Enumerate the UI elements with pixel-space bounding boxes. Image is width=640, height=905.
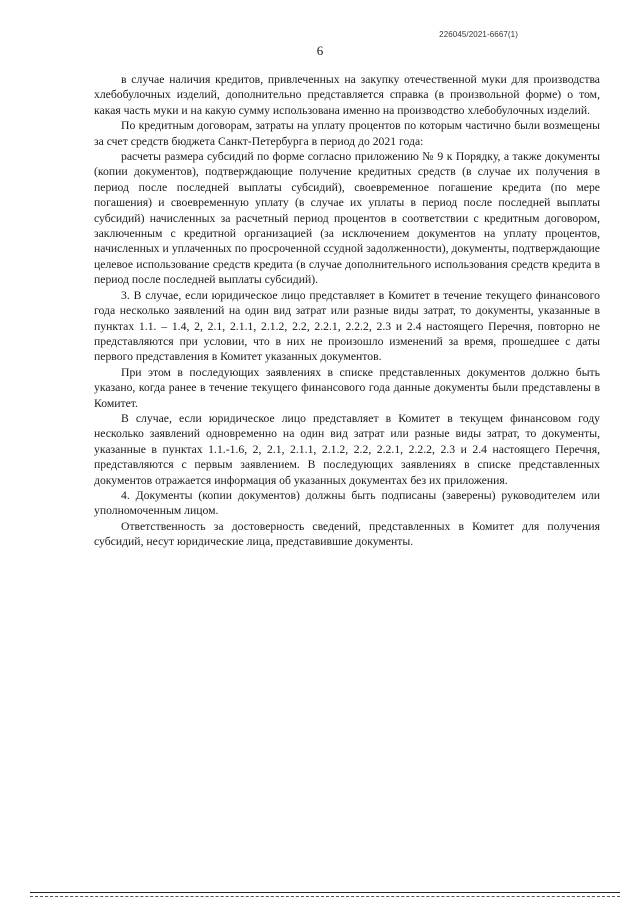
page-number: 6 (316, 43, 324, 58)
document-id: 226045/2021-6667(1) (439, 30, 518, 39)
paragraph: 3. В случае, если юридическое лицо представляет в Комитет в течение текущего финансового года несколько заявлений на один вид затрат или разные виды затрат, то документы, указанные в пунктах 1.1. – 1.4, 2, 2.1, 2.1.1, 2.1.2, 2.2, 2.2.1, 2.2.2, 2.3 и 2.4 настоящего Перечня, повторно не представляются при условии, что в них не произошло изменений за время, прошедшее с даты первого представления в Комитет указанных документов. (94, 288, 600, 364)
document-body (94, 72, 600, 550)
paragraph: в случае наличия кредитов, привлеченных на закупку отечественной муки для производства хлебобулочных изделий, дополнительно представляется справка (в произвольной форме) о том, какая часть муки и на какую сумму использована именно на производство хлебобулочных изделий. (94, 73, 600, 117)
paragraph: По кредитным договорам, затраты на уплату процентов по которым частично были возмещены за счет средств бюджета Санкт-Петербурга в период до 2021 года: (94, 119, 600, 148)
paragraph: При этом в последующих заявлениях в списке представленных документов должно быть указано, когда ранее в течение текущего финансового года данные документы были представлены в Комитет. (94, 365, 600, 410)
paragraph: Ответственность за достоверность сведений, представленных в Комитет для получения субсидий, несут юридические лица, представившие документы. (94, 519, 600, 549)
scan-edge-line-secondary (30, 896, 620, 897)
paragraph: расчеты размера субсидий по форме согласно приложению № 9 к Порядку, а также документы (копии документов), подтверждающие получение кредитных средств (в случае их получения в период после последней выплаты субсидий), своевременное погашение кредита (по мере погашения) и своевременную уплату (в случае их уплаты в период после последней выплаты субсидий) начисленных за расчетный период процентов в соответствии с кредитным договором, заключенным с кредитной организацией (за исключением документов на уплату процентов, начисленных и уплаченных по просроченной ссудной задолженности), документы, подтверждающие целевое использование средств кредита (в случае дополнительного использования средств кредита в период после последней выплаты субсидий). (94, 150, 600, 287)
scan-edge-line (30, 892, 620, 893)
paragraph: В случае, если юридическое лицо представляет в Комитет в текущем финансовом году несколько заявлений одновременно на один вид затрат или разные виды затрат, то документы, указанные в пунктах 1.1.-1.6, 2, 2.1, 2.1.1, 2.1.2, 2.2, 2.2.1, 2.2.2, 2.3 и 2.4 настоящего Перечня, представляются с первым заявлением. В последующих заявлениях в списке представленных документов отражается информация об указанных документах без их приложения. (94, 411, 600, 487)
paragraph: 4. Документы (копии документов) должны быть подписаны (заверены) руководителем или уполномоченным лицом. (94, 488, 600, 518)
